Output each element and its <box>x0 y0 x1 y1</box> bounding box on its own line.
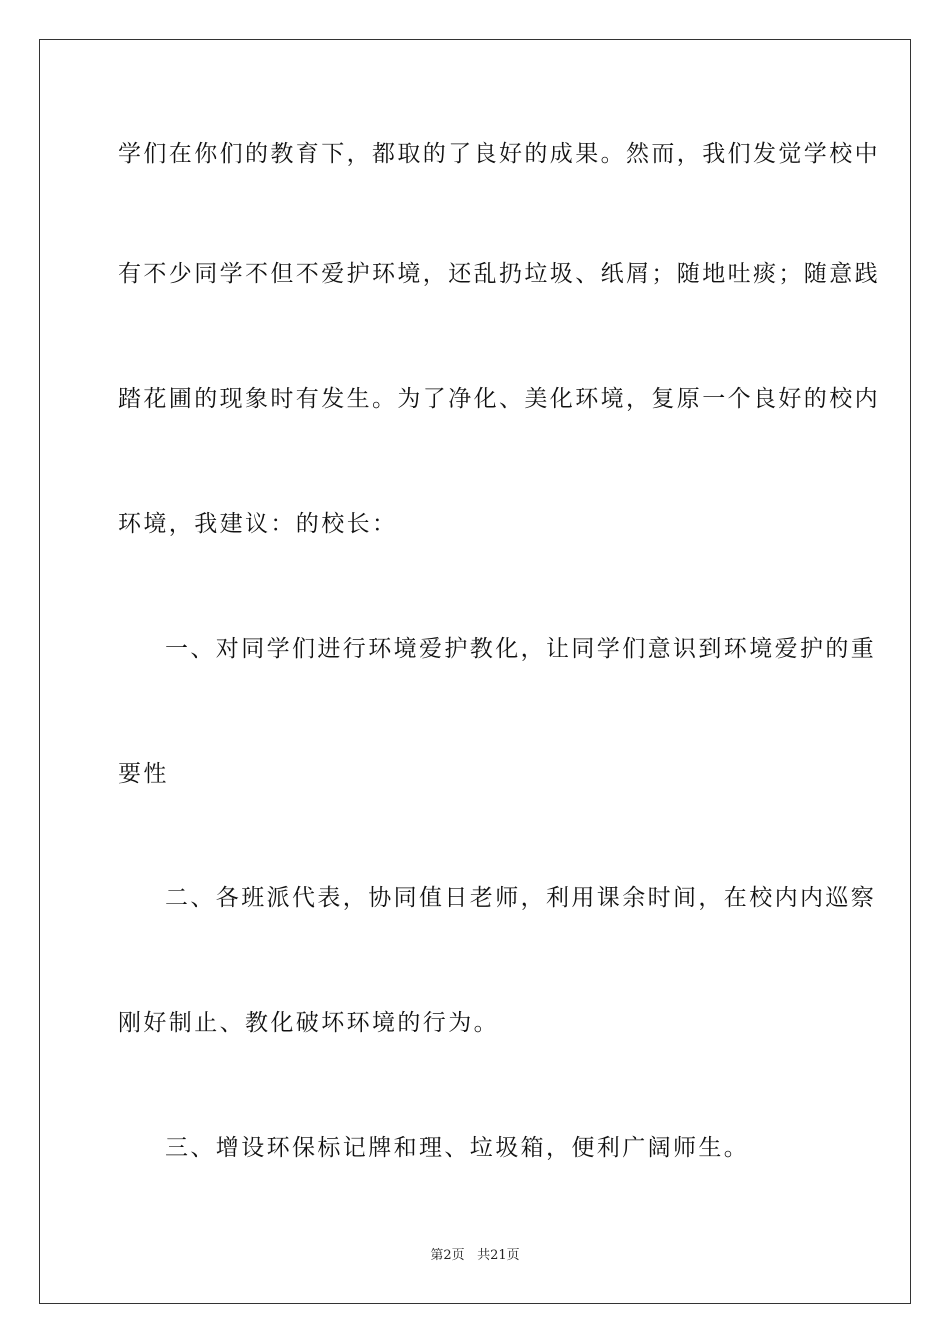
body-text-line: 环境，我建议：的校长： <box>118 511 398 537</box>
body-text-line: 踏花圃的现象时有发生。为了净化、美化环境，复原一个良好的校内 <box>118 386 880 412</box>
body-text-line: 二、各班派代表，协同值日老师，利用课余时间，在校内内巡察 <box>165 885 877 911</box>
page-number: 第2页 <box>430 1248 465 1263</box>
body-text-line: 有不少同学不但不爱护环境，还乱扔垃圾、纸屑；随地吐痰；随意践 <box>118 261 880 287</box>
body-text-line: 刚好制止、教化破坏环境的行为。 <box>118 1010 499 1036</box>
body-text-line: 一、对同学们进行环境爱护教化，让同学们意识到环境爱护的重 <box>165 636 877 662</box>
page-footer <box>0 1248 950 1264</box>
page-border <box>39 39 911 1304</box>
body-text-line: 要性 <box>118 761 169 787</box>
body-text-line: 三、增设环保标记牌和理、垃圾箱，便利广阔师生。 <box>165 1135 750 1161</box>
page-total: 共21页 <box>477 1248 520 1263</box>
body-text-line: 学们在你们的教育下，都取的了良好的成果。然而，我们发觉学校中 <box>118 141 880 167</box>
